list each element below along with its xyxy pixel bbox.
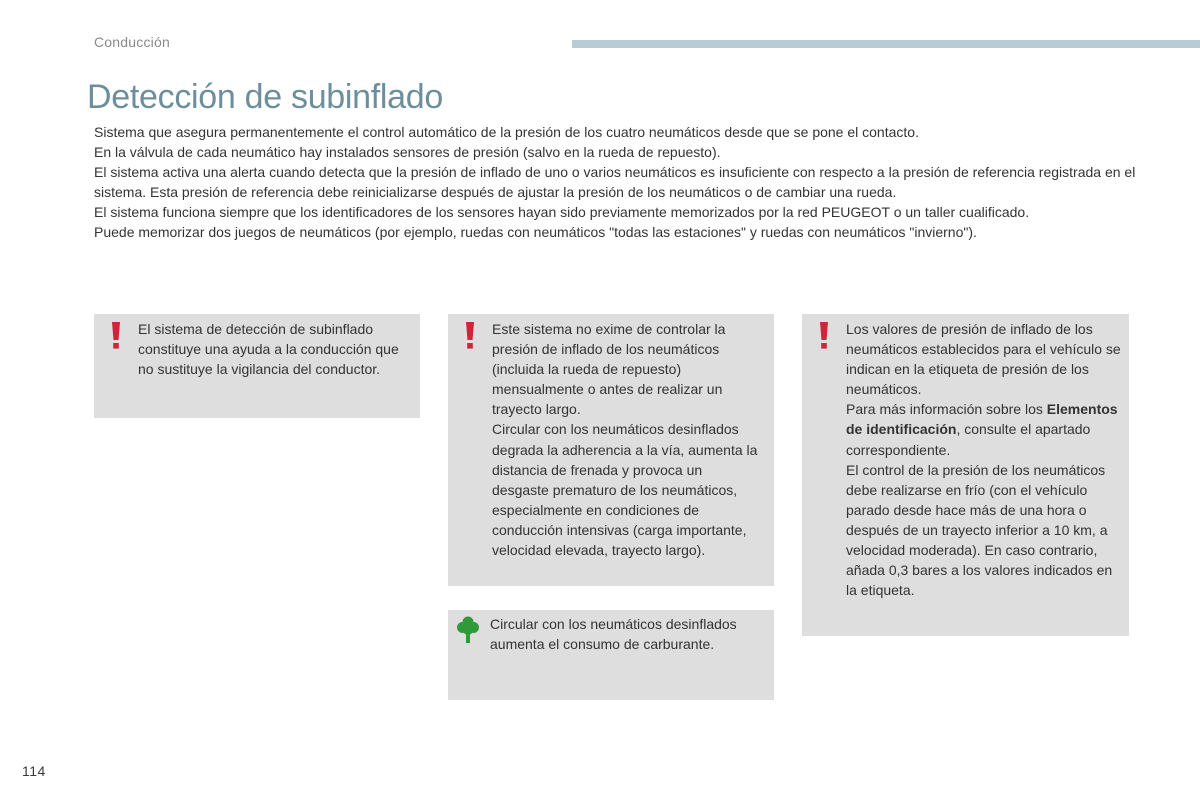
warning-box-1 — [94, 314, 420, 418]
warning-text-1 — [138, 319, 408, 379]
intro-paragraph: El sistema activa una alerta cuando detecta que la presión de inflado de uno o varios neumáticos es insuficiente con respecto a la presión de referencia registrada en el sistema. Esta presión de referencia debe reinicializarse después de ajustar la presión de los neumáticos o de cambiar una rueda. — [94, 164, 1136, 200]
warning-text-3 — [846, 319, 1124, 600]
page-title: Detección de subinflado — [87, 78, 444, 116]
warning-2-paragraph: Circular con los neumáticos desinflados degrada la adherencia a la vía, aumenta la distancia de frenada y provoca un desgaste prematuro de los neumáticos, especialmente en condiciones de conducción intensivas (carga importante, velocidad elevada, trayecto largo). — [492, 421, 758, 559]
intro-paragraph: En la válvula de cada neumático hay instalados sensores de presión (salvo en la rueda de repuesto). — [94, 144, 721, 160]
intro-text — [94, 122, 1144, 242]
intro-paragraph: El sistema funciona siempre que los identificadores de los sensores hayan sido previamente memorizados por la red PEUGEOT o un taller cualificado. — [94, 204, 1030, 220]
ref-text-after: , consulte el apartado correspondiente. — [846, 421, 1091, 458]
ref-text-before: Para más información sobre los — [846, 401, 1047, 418]
warning-exclamation-icon — [818, 322, 830, 350]
eco-paragraph: Circular con los neumáticos desinflados aumenta el consumo de carburante. — [490, 616, 737, 653]
warning-exclamation-icon — [110, 322, 122, 350]
warning-3-paragraph-ref — [846, 399, 1124, 459]
section-label: Conducción — [94, 34, 170, 50]
eco-tree-icon — [457, 616, 479, 644]
page-number: 114 — [22, 763, 46, 779]
header-rule — [572, 40, 1200, 48]
warning-3-paragraph: El control de la presión de los neumáticos debe realizarse en frío (con el vehículo parado desde hace más de una hora o después de un trayecto inferior a 10 km, a velocidad moderada). En caso contrario, añada 0,3 bares a los valores indicados en la etiqueta. — [846, 461, 1113, 599]
warning-exclamation-icon — [464, 322, 476, 350]
intro-paragraph: Sistema que asegura permanentemente el control automático de la presión de los cuatro neumáticos desde que se pone el contacto. — [94, 124, 919, 140]
eco-box — [448, 610, 774, 700]
warning-3-paragraph: Los valores de presión de inflado de los neumáticos establecidos para el vehículo se indican en la etiqueta de presión de los neumáticos. — [846, 321, 1121, 398]
warning-box-2 — [448, 314, 774, 586]
warning-text-2 — [492, 319, 762, 560]
ref-link-identification: Elementos de identificación — [846, 401, 1118, 438]
warning-2-paragraph: Este sistema no exime de controlar la presión de inflado de los neumáticos (incluida la rueda de repuesto) mensualmente o antes de realizar un trayecto largo. — [492, 321, 726, 418]
intro-paragraph: Puede memorizar dos juegos de neumáticos (por ejemplo, ruedas con neumáticos "todas las estaciones" y ruedas con neumáticos "invierno"). — [94, 224, 977, 240]
warning-1-paragraph: El sistema de detección de subinflado constituye una ayuda a la conducción que no sustituye la vigilancia del conductor. — [138, 321, 399, 378]
eco-text — [490, 614, 766, 654]
warning-box-3 — [802, 314, 1129, 636]
